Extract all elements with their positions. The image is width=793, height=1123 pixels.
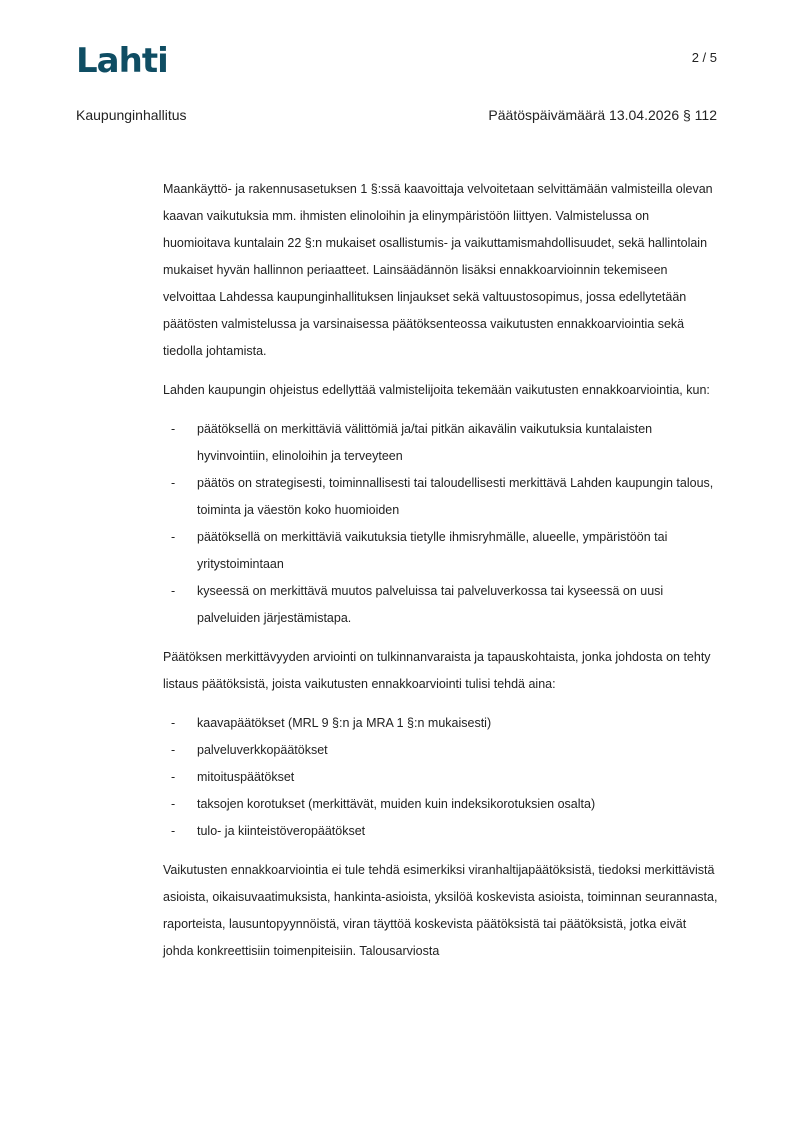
document-body [163,176,718,977]
list-item [163,470,718,524]
list-item-text: kyseessä on merkittävä muutos palveluissa tai palveluverkossa tai kyseessä on uusi palveluiden järjestämistapa. [197,584,664,625]
list-item [163,764,718,791]
dash-marker: - [171,824,176,838]
list-item-text: päätös on strategisesti, toiminnallisesti tai taloudellisesti merkittävä Lahden kaupungin talous, toiminta ja väestön koko huomioiden [197,476,714,517]
list-item [163,818,718,845]
list-item [163,791,718,818]
requirement-list [163,416,718,632]
dash-marker: - [171,797,176,811]
list-item [163,416,718,470]
dash-marker: - [171,422,176,436]
list-item-text: tulo- ja kiinteistöveropäätökset [197,824,366,838]
list-item [163,524,718,578]
list-item-text: mitoituspäätökset [197,770,295,784]
dash-marker: - [171,743,176,757]
list-item [163,578,718,632]
paragraph: Päätöksen merkittävyyden arviointi on tulkinnanvaraista ja tapauskohtaista, jonka johdosta on tehty listaus päätöksistä, joista vaikutusten ennakkoarviointi tulisi tehdä aina: [163,650,711,691]
dash-marker: - [171,476,176,490]
dash-marker: - [171,530,176,544]
list-item-text: kaavapäätökset (MRL 9 §:n ja MRA 1 §:n mukaisesti) [197,716,492,730]
page-number: 2 / 5 [691,50,717,65]
paragraph: Vaikutusten ennakkoarviointia ei tule tehdä esimerkiksi viranhaltijapäätöksistä, tiedoksi merkittävistä asioista, oikaisuvaatimuksista, hankinta-asioista, yksilöä koskevista asioista, toiminnan seurannasta, raporteista, lausuntopyynnöistä, viran täyttöä koskevista päätöksistä tai päätöksistä, jotka eivät johda konkreettisiin toimenpiteisiin. Talousarviosta [163,863,718,958]
list-item [163,710,718,737]
list-item-text: palveluverkkopäätökset [197,743,328,757]
paragraph: Maankäyttö- ja rakennusasetuksen 1 §:ssä kaavoittaja velvoitetaan selvittämään valmisteilla olevan kaavan vaikutuksia mm. ihmisten elinoloihin ja elinympäristöön liittyen. Valmistelussa on huomioitava kuntalain 22 §:n mukaiset osallistumis- ja vaikuttamismahdollisuudet, sekä hallintolain mukaiset hyvän hallinnon periaatteet. Lainsäädännön lisäksi ennakkoarvioinnin tekemiseen velvoittaa Lahdessa kaupunginhallituksen linjaukset sekä valtuustosopimus, jossa edellytetään päätösten valmistelussa ja varsinaisessa päätöksenteossa vaikutusten ennakkoarviointia sekä tiedolla johtamista. [163,182,713,358]
list-item [163,737,718,764]
decision-date: Päätöspäivämäärä 13.04.2026 § 112 [488,107,717,123]
organization-name: Kaupunginhallitus [76,107,187,123]
dash-marker: - [171,584,176,598]
lahti-logo: Lahti [76,41,168,81]
list-item-text: päätöksellä on merkittäviä vaikutuksia tietylle ihmisryhmälle, alueelle, ympäristöön tai yritystoimintaan [197,530,668,571]
list-item-text: päätöksellä on merkittäviä välittömiä ja/tai pitkän aikavälin vaikutuksia kuntalaisten hyvinvointiin, elinoloihin ja terveyteen [197,422,653,463]
dash-marker: - [171,716,176,730]
always-assess-list [163,710,718,845]
list-item-text: taksojen korotukset (merkittävät, muiden kuin indeksikorotuksien osalta) [197,797,596,811]
paragraph: Lahden kaupungin ohjeistus edellyttää valmistelijoita tekemään vaikutusten ennakkoarviointia, kun: [163,383,710,397]
dash-marker: - [171,770,176,784]
